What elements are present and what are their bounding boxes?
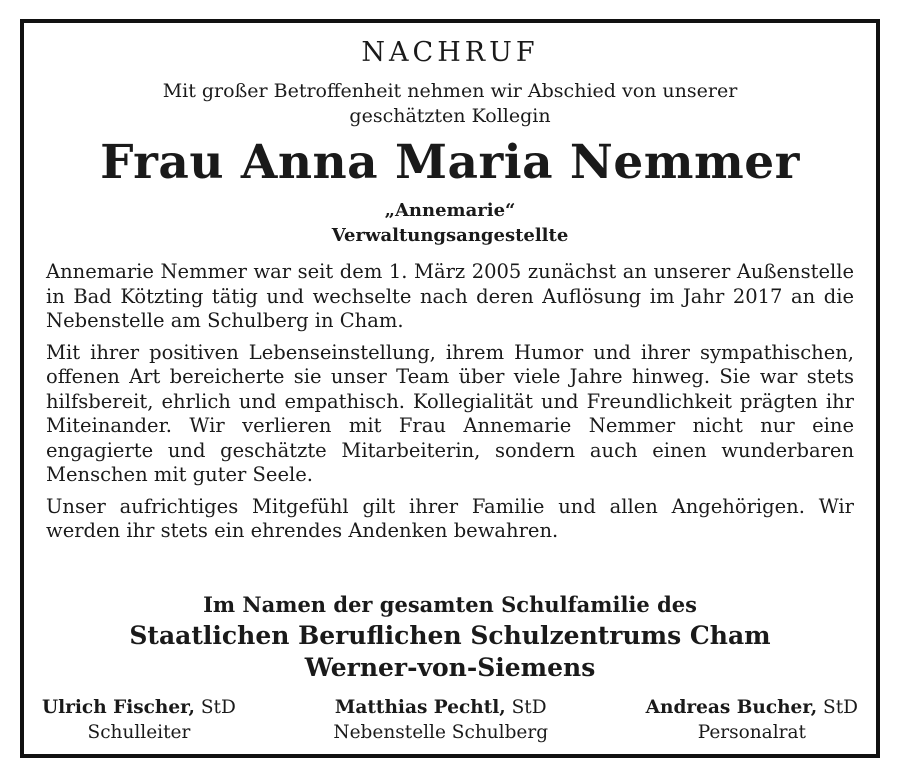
- signatory: [42, 695, 236, 745]
- signatory-title: StD: [505, 697, 547, 718]
- intro-line-1: Mit großer Betroffenheit nehmen wir Abschied von unserer: [162, 80, 738, 102]
- tribute-paragraph: Mit ihrer positiven Lebenseinstellung, ihrem Humor und ihrer sympathischen, offenen Art bereicherte sie unser Team über viele Jahre hinweg. Sie war stets hilfsbereit, ehrlich und empathisch. Kollegialität und Freundlichkeit prägten ihr Miteinander. Wir verlieren mit Frau Annemarie Nemmer nicht nur eine engagierte und geschätzte Mitarbeiterin, sondern auch einen wunderbaren Menschen mit guter Seele.: [46, 340, 854, 486]
- signatory-title: StD: [195, 697, 236, 718]
- signatory-position: Nebenstelle Schulberg: [333, 722, 549, 743]
- signatory-position: Schulleiter: [87, 722, 191, 743]
- intro-line-2: geschätzten Kollegin: [349, 105, 551, 127]
- signatory-position: Personalrat: [697, 722, 806, 743]
- signatory-name: Andreas Bucher,: [645, 697, 818, 718]
- signatory: [333, 695, 548, 745]
- deceased-role: Verwaltungsangestellte: [331, 225, 569, 246]
- org-name: [24, 620, 876, 684]
- signatory-name: Matthias Pechtl,: [334, 697, 506, 718]
- org-name-line-2: Werner-von-Siemens: [304, 653, 596, 682]
- org-intro: Im Namen der gesamten Schulfamilie des: [203, 592, 697, 617]
- tribute-paragraph: Annemarie Nemmer war seit dem 1. März 2005 zunächst an unserer Außenstelle in Bad Kötzting tätig und wechselte nach deren Auflösung im Jahr 2017 an die Nebenstelle am Schulberg in Cham.: [46, 260, 854, 332]
- deceased-nickname: „Annemarie“: [384, 200, 516, 221]
- obituary-notice: [20, 19, 880, 758]
- deceased-name: Frau Anna Maria Nemmer: [100, 135, 800, 190]
- signatures: [42, 695, 858, 745]
- tribute-paragraph: Unser aufrichtiges Mitgefühl gilt ihrer Familie und allen Angehörigen. Wir werden ihr stets ein ehrendes Andenken bewahren.: [46, 494, 854, 542]
- notice-heading: NACHRUF: [361, 37, 539, 68]
- org-name-line-1: Staatlichen Beruflichen Schulzentrums Cham: [129, 621, 771, 650]
- tribute-text: [46, 260, 854, 551]
- signatory-name: Ulrich Fischer,: [42, 697, 195, 718]
- signatory: [646, 695, 858, 745]
- intro-text: [104, 79, 796, 129]
- signatory-title: StD: [817, 697, 858, 718]
